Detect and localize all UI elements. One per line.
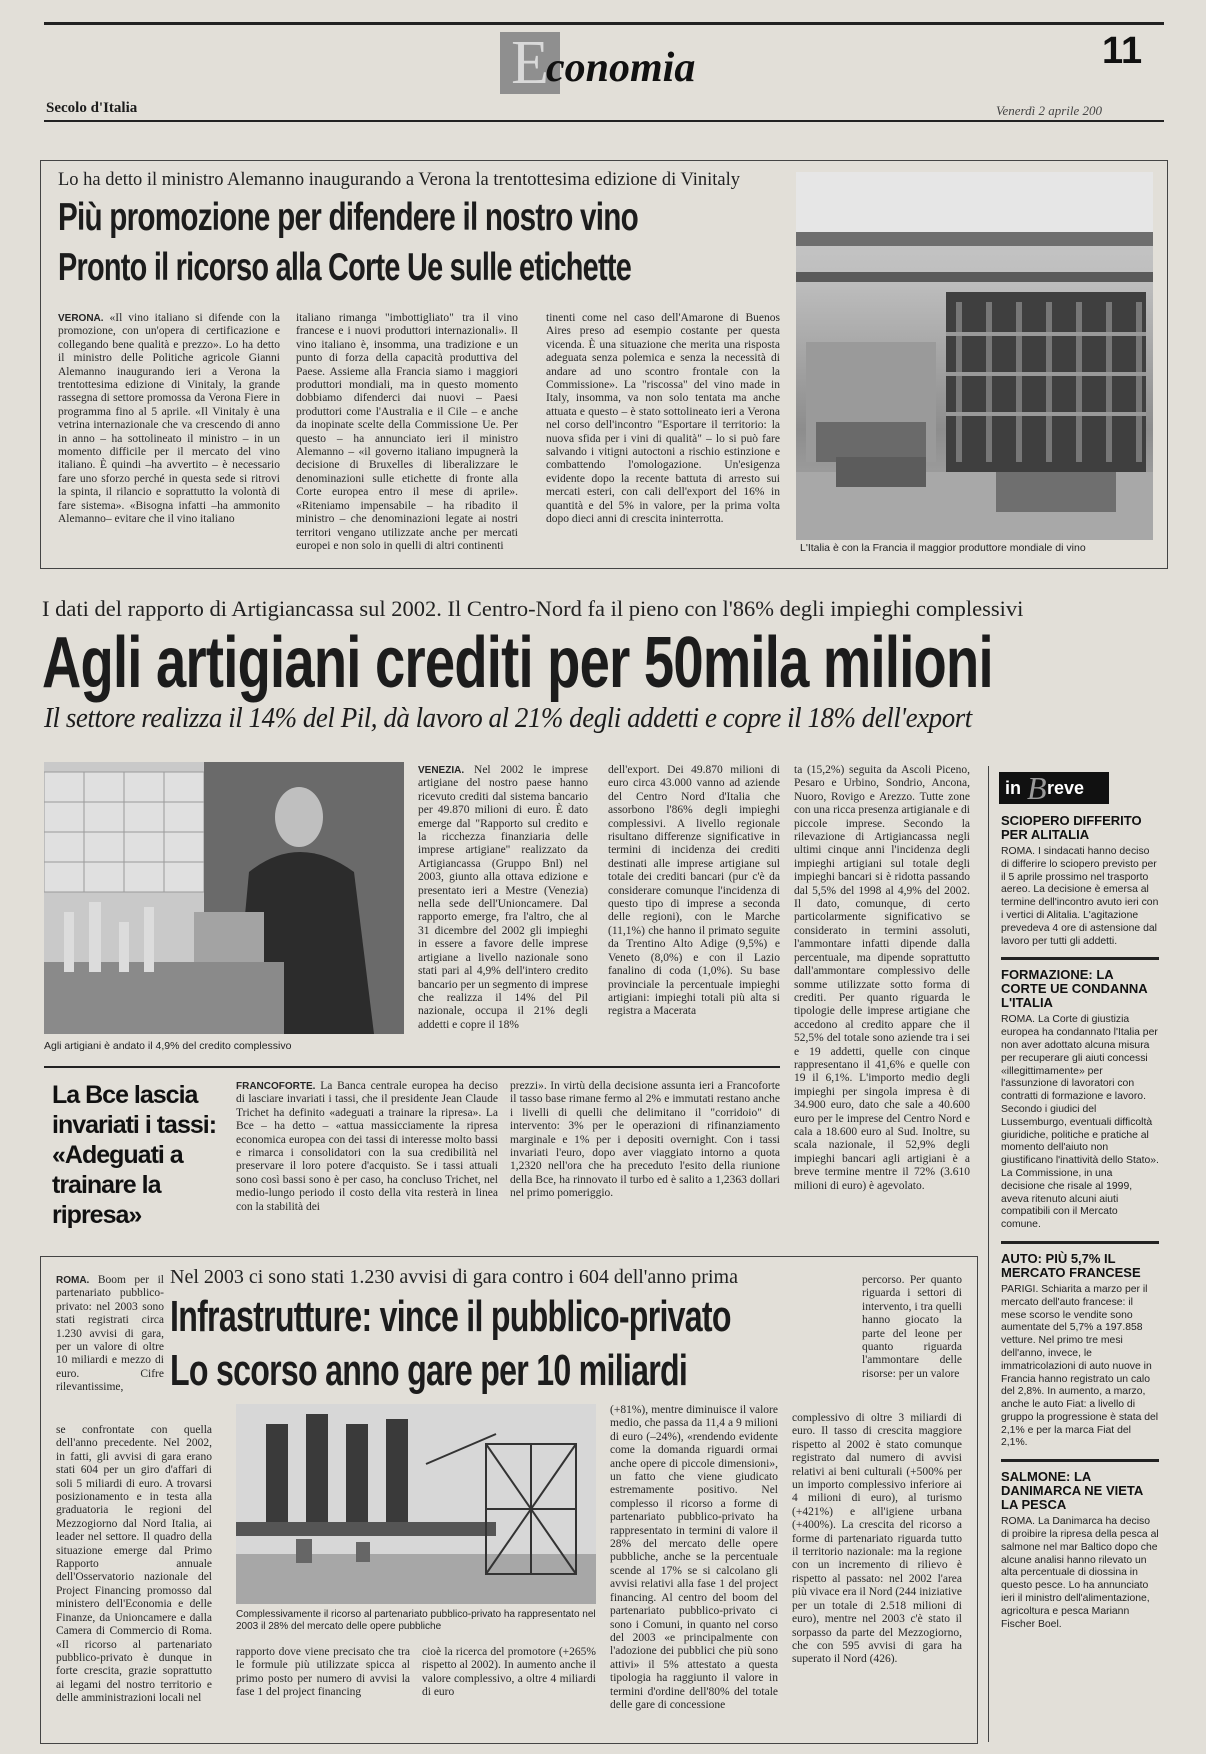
article-wine-col-2 xyxy=(296,312,518,556)
inbreve-item-title: AUTO: PIÙ 5,7% IL MERCATO FRANCESE xyxy=(1001,1250,1141,1280)
construction-photo-caption: Complessivamente il ricorso al partenariato pubblico-privato ha rappresentato nel 2003 il 28% del mercato delle opere pubbliche xyxy=(236,1609,596,1632)
artisan-photo xyxy=(44,762,404,1034)
inbreve-item-title: SALMONE: LA DANIMARCA NE VIETA LA PESCA xyxy=(1001,1469,1143,1513)
inbreve-separator xyxy=(1001,1459,1159,1462)
section-title: conomia xyxy=(546,45,696,91)
article-bce-text-1: La Banca centrale europea ha deciso di lasciare invariati i tassi, che il presidente Jean Claude Trichet ha definito «adeguati a trainare la ripresa». La Bce – ha detto – «attua massicciamente la ripresa economica europea con dei tassi di interesse molto bassi e rimarca i consolidatori con la sua credibilità nel preservare il loro potere d'acquisto. Se i tassi attuali sono così bassi sono è per caso, ha concluso Trichet, nel medio-lungo periodo il costo della vita resterà in linea con la stabilità dei xyxy=(236,1080,498,1213)
article-wine-text-3: tinenti come nel caso dell'Amarone di Buenos Aires preso ad esempio costante per questa vicenda. È una situazione che merita una risposta adeguata senza polemica e senza la necessità di andare ad uno scontro frontale con la Commissione». La "riscossa" del vino made in Italy, insomma, va non solo tentata ma anche attuata e questo – è stato sottolineato ieri a Verona nel corso dell'incontro "Esportare il territorio: la nuova sfida per i vini di qualità" – lo si può fare salvando i vitigni autoctoni a rischio estinzione e combattendo l'omologazione. Un'esigenza evidente dopo la recente battuta di arresto sui mercati esteri, con cali dell'export del 16% in quantità e del 5% in valore, per la prima volta dopo dieci anni di crescita ininterrotta. xyxy=(546,312,780,526)
article-infra-text-2: (+81%), mentre diminuisce il valore medio, che passa da 11,4 a 9 milioni di euro (–24%), «rendendo evidente come la domanda riguardi ormai anche opere di piccole dimensioni», un fatto che viene giudicato estremamente positivo. Nel complesso il ricorso a forme di partenariato pubblico-privato ha rappresentato in termini di valore il 28% del mercato delle opere pubbliche, anche se la percentuale scende al 17% se si calcolano gli avvisi relativi alla fase 1 del project financing. Al centro del boom del partenariato pubblico-privato ci sono i Comuni, in quanto nel corso del 2003 «e principalmente con l'adozione dei pubblici che più sono attivi» il 5% attestato a questa tipologia ha raggiunto il valore in termini d'ordine dell'80% del totale delle gare di concessione xyxy=(610,1404,778,1711)
article-wine-title-2: Pronto il ricorso alla Corte Ue sulle etichette xyxy=(58,246,632,289)
inbreve-separator xyxy=(1001,1241,1159,1244)
article-artisans-title: Agli artigiani crediti per 50mila milioni xyxy=(42,623,993,703)
page-number: 11 xyxy=(1102,30,1143,72)
article-wine-col-3 xyxy=(546,312,780,556)
article-artisans-text-1: Nel 2002 le imprese artigiane del nostro paese hanno ricevuto crediti dal sistema bancario per 49.870 milioni di euro. È dato emerge dal "Rapporto sul credito e la ricchezza finanziaria delle imprese artigiane" realizzato da Artigiancassa (Gruppo Bnl) nel 2003, giunto alla ottava edizione e presentato ieri a Mestre (Venezia) nella sede dell'Unioncamere. Dal rapporto emerge, fra l'altro, che al 31 dicembre del 2002 gli impieghi in essere a favore delle imprese artigiane a livello nazionale sono stati pari al 4,9% dell'intero credito bancario per un segmento di imprese che realizza il 14% del Pil nazionale, occupa il 21% degli addetti e copre il 18% xyxy=(418,764,588,1031)
article-infra-title-1: Infrastrutture: vince il pubblico-privato xyxy=(170,1292,731,1341)
article-artisans-kicker: I dati del rapporto di Artigiancassa sul 2002. Il Centro-Nord fa il pieno con l'86% degli impieghi complessivi xyxy=(42,596,1024,621)
masthead: Secolo d'Italia xyxy=(46,100,138,116)
article-infra-text-3-top: percorso. Per quanto riguarda i settori di intervento, i tra quelli hanno giocato la parte del leone per quanto riguarda l'ammontare delle risorse: per un valore xyxy=(862,1274,962,1380)
article-infra-dateline: ROMA. xyxy=(56,1275,90,1286)
article-infra-title-2: Lo scorso anno gare per 10 miliardi xyxy=(170,1346,688,1395)
inbreve-item-text: ROMA. La Danimarca ha deciso di proibire la ripresa della pesca al salmone nel mar Baltico dopo che alcune analisi hanno rilevato un alta percentuale di diossina in questo pesce. Lo ha annunciato ieri il ministro dell'alimentazione, agricoltura e pesca Mariann Fischer Boel. xyxy=(1001,1516,1159,1630)
article-infra-col-3-top xyxy=(862,1274,962,1410)
article-bce-col-1 xyxy=(236,1080,498,1222)
article-infra-col-3-bottom xyxy=(792,1412,962,1736)
article-bce-title: La Bce lascia invariati i tassi: «Adeguati a trainare la ripresa» xyxy=(52,1081,217,1229)
inbreve-logo-reve: reve xyxy=(1047,778,1085,798)
article-artisans-text-3: ta (15,2%) seguita da Ascoli Piceno, Pesaro e Urbino, Sondrio, Ancona, Nuoro, Rovigo e Arezzo. Tutte zone con una ricca presenza artigianale e di piccole imprese. Secondo la rilevazione di Artigiancassa negli ultimi cinque anni l'incidenza degli impieghi artigiani sul totale degli impieghi bancari si è ridotta passando dal 5,5% del 1998 al 4,9% del 2002. Il dato, comunque, di certo particolarmente significativo se considerato in termini assoluti, l'ammontare infatti dipende dalla percentuale, ma dipende soprattutto dall'ammontare complessivo delle somme utilizzate sotto forma di crediti. Per quanto riguarda le tipologie delle imprese artigiane che accedono al credito appare che il 52,5% del totale sono aziende tra i sei e 19 addetti, quelle con cinque rappresentano il 41,6% e quelle con 19 il 6,1%. L'importo medio degli impieghi per singola impresa è di 34.900 euro, dato che sale a 40.600 euro per le imprese del Centro Nord e cala a 18.600 euro al Sud. Inoltre, su scala nazionale, il 52,9% degli impieghi bancari agli artigiani è a breve termine mentre il 72% (3.610 milioni di euro) è agevolato. xyxy=(794,764,970,1192)
inbreve-item-title: SCIOPERO DIFFERITO PER ALITALIA xyxy=(1001,813,1142,842)
inbreve-logo xyxy=(999,772,1109,804)
section-initial: E xyxy=(511,29,549,97)
article-infra-text-1-top: Boom per il partenariato pubblico-privato: nel 2003 sono stati registrati circa 1.230 avvisi di gara, per un valore di oltre 10 miliardi e mezzo di euro. Cifre rilevantissime, xyxy=(56,1274,164,1394)
article-wine-kicker: Lo ha detto il ministro Alemanno inaugurando a Verona la trentottesima edizione di Vinitaly xyxy=(58,170,741,190)
article-bce-dateline: FRANCOFORTE. xyxy=(236,1081,316,1092)
inbreve-item-text: PARIGI. Schiarita a marzo per il mercato dell'auto francese: il mese scorso le vendite sono aumentate del 5,7% a 197.858 vetture. Nel primo tre mesi dell'anno, invece, le immatricolazioni di auto nuove in Francia hanno registrato un calo del 2,8%. In aumento, a marzo, anche le auto Fiat: a livello di gruppo la progressione è stata del 2,1% e per la marca Fiat del 2,1%. xyxy=(1001,1283,1159,1449)
article-artisans-dateline: VENEZIA. xyxy=(418,765,465,776)
issue-date: Venerdì 2 aprile 200 xyxy=(996,103,1103,118)
article-bce-text-2: prezzi». In virtù della decisione assunta ieri a Francoforte il tasso base rimane fermo al 2% e immutati restano anche i livelli di quelli che delimitano il "corridoio" di intervento: 3% per le operazioni di rifinanziamento marginale e 1% per i depositi overnight. Con i tassi invariati l'euro, dopo aver viaggiato intorno a quota 1,2320 nell'ora che ha preceduto l'esito della riunione della Bce, ha rinnovato il turbo ed è salito a 1,2363 dollari nel primo pomeriggio. xyxy=(510,1080,780,1200)
construction-photo xyxy=(236,1404,596,1604)
article-wine-text-2: italiano rimanga "imbottigliato" tra il vino francese e i nuovi produttori internazionali». Il vino italiano è, insomma, una tradizione e un punto di forza della capacità produttiva del Paese. Assieme alla Francia siamo i maggiori produttori mondiali, ma in questo momento dobbiamo difenderci dai nuovi – Paesi produttori come l'Australia e il Cile – e anche da inopinate scelte della Commissione Ue. Per questo – ha annunciato ieri il ministro Alemanno – «il governo italiano impugnerà la decisione di Bruxelles di liberalizzare le denominazioni sulle etichette di fronte alla Corte europea entro il mese di aprile». «Riteniamo impensabile – ha ribadito il ministro – che denominazioni legate ai nostri territori vengano utilizzate anche per mercati europei e non solo in quelli di altri continenti xyxy=(296,312,518,552)
article-wine-text-1: «Il vino italiano si difende con la promozione, con un'opera di certificazione e collegando bene qualità e prezzo». Lo ha detto il ministro delle Politiche agricole Gianni Alemanno inaugurando ieri a Verona la trentottesima edizione di Vinitaly, la grande rassegna di settore promossa da Verona Fiere in programma fino al 5 aprile. «Il Vinitaly è una vetrina internazionale che va crescendo di anno in anno – ha sottolineato il ministro – in un momento difficile per il mercato del vino italiano. È quindi –ha avvertito – è necessario fare uno sforzo perché in questa sede si ritrovi la spinta, il rilancio e soprattutto la volontà di fare sistema». «Bisogna infatti –ha ammonito Alemanno– evitare che il vino italiano xyxy=(58,312,280,526)
article-artisans-text-2: dell'export. Dei 49.870 milioni di euro circa 43.000 vanno ad aziende del Centro Nord d'Italia che assorbono l'86% degli impieghi complessivi. A livello regionale risultano differenze significative in termini di incidenza dei crediti destinati alle imprese artigiane sul totale dei crediti bancari (pur c'è da considerare comunque l'incidenza di questo tipo di imprese a seconda delle regioni), con le Marche (11,1%) che hanno il primato seguite da Trentino Alto Adige (9,5%) e Veneto (8,0%) e con il Lazio fanalino di coda (1,0%). Su base provinciale la percentuale impieghi artigiani: impieghi totali più alta si registra a Macerata xyxy=(608,764,780,1018)
inbreve-logo-in: in xyxy=(1005,778,1021,798)
inbreve-item-title: FORMAZIONE: LA CORTE UE CONDANNA L'ITALIA xyxy=(1001,967,1148,1011)
article-infra-under-photo-right xyxy=(422,1646,596,1736)
article-bce-col-2 xyxy=(510,1080,780,1222)
inbreve-item-text: ROMA. I sindacati hanno deciso di differire lo sciopero previsto per il 5 aprile prossimo nel trasporto aereo. La decisione è emersa al termine dell'incontro avuto ieri con i vertici di Alitalia. L'agitazione prevedeva 4 ore di astensione dal lavoro per tutti gli addetti. xyxy=(1001,846,1159,947)
header-top-rule xyxy=(44,22,1164,25)
article-infra-text-1-bottom: se confrontate con quella dell'anno precedente. Nel 2002, in fatti, gli avvisi di gara erano stati 604 per un giro d'affari di soli 5 miliardi di euro. A trovarsi posizionamento e in testa alla graduatoria le regioni del Mezzogiorno dal Nord Italia, ai leader nel settore. Il quadro della situazione emerge dal Primo Rapporto annuale dell'Osservatorio nazionale del Project Financing promosso dal ministero dell'Economia e delle Finanze, da Unioncamere e dalla Camera di Commercio di Roma. «Il ricorso al partenariato pubblico-privato è dunque in forte crescita, grazie soprattutto ai legami del nostro territorio e delle amministrazioni locali nel xyxy=(56,1424,212,1705)
article-infra-text-3-bottom: complessivo di oltre 3 miliardi di euro. Il tasso di crescita maggiore rispetto al 2002 è stato comunque registrato dal numero di avvisi relativi ai beni culturali (+500% per un importo complessivo inferiore ai 4 milioni di euro), al turismo (+421%) e all'igiene urbana (+400%). La crescita del ricorso a forme di partenariato riguarda tutto il territorio nazionale: ma la regione con un incremento di rilievo è rispetto al passato: nel 2002 l'area più vivace era il Nord (244 iniziative per un totale di 2.518 milioni di euro), mentre nel 2003 c'è stato il sorpasso da parte del Mezzogiorno, che con 595 avvisi di gara ha superato il Nord (426). xyxy=(792,1412,962,1666)
article-wine-title-1: Più promozione per difendere il nostro vino xyxy=(58,196,638,239)
construction-illustration xyxy=(236,1404,596,1604)
article-wine-col-1 xyxy=(58,312,280,556)
wine-cellar-photo xyxy=(796,172,1153,540)
inbreve-logo-b: B xyxy=(1027,770,1047,806)
article-infra-col-2 xyxy=(610,1404,778,1736)
article-artisans-col-2 xyxy=(608,764,780,1042)
article-infra-col-1-top xyxy=(56,1274,164,1422)
wine-photo-caption: L'Italia è con la Francia il maggior produttore mondiale di vino xyxy=(800,542,1086,554)
bce-top-rule xyxy=(44,1066,780,1068)
article-artisans-col-3 xyxy=(794,764,970,1226)
header-bottom-rule xyxy=(44,120,1164,122)
article-infra-text-under-right: cioè la ricerca del promotore (+265% rispetto al 2002). In aumento anche il valore complessivo, a oltre 4 miliardi di euro xyxy=(422,1646,596,1699)
article-infra-under-photo-left xyxy=(236,1646,410,1736)
article-wine-dateline: VERONA. xyxy=(58,313,104,324)
article-artisans-col-1 xyxy=(418,764,588,1042)
inbreve-item-text: ROMA. La Corte di giustizia europea ha condannato l'Italia per non aver adottato alcuna misura per recuperare gli aiuti concessi «illegittimamente» per l'assunzione di lavoratori con contratti di formazione e lavoro. Secondo i giudici del Lussemburgo, eventuali difficoltà giuridiche, politiche e pratiche al momento dell'aiuto non giustificano l'inattività dello Stato». La Commissione, in una decisione che risale al 1999, aveva ritenuto alcuni aiuti compatibili con il Mercato comune. xyxy=(1001,1014,1159,1231)
inbreve-separator xyxy=(1001,957,1159,960)
article-infra-text-under-left: rapporto dove viene precisato che tra le formule più utilizzate spicca al primo posto per numero di avvisi la fase 1 del project financing xyxy=(236,1646,410,1699)
article-artisans-subtitle: Il settore realizza il 14% del Pil, dà lavoro al 21% degli addetti e copre il 18% dell'export xyxy=(44,702,972,734)
article-infra-kicker: Nel 2003 ci sono stati 1.230 avvisi di gara contro i 604 dell'anno prima xyxy=(170,1266,738,1288)
inbreve-sidebar xyxy=(988,766,1165,1742)
wine-cellar-illustration xyxy=(796,172,1153,540)
article-infra-col-1-bottom xyxy=(56,1424,212,1732)
artisan-photo-caption: Agli artigiani è andato il 4,9% del credito complessivo xyxy=(44,1040,292,1052)
artisan-illustration xyxy=(44,762,404,1034)
